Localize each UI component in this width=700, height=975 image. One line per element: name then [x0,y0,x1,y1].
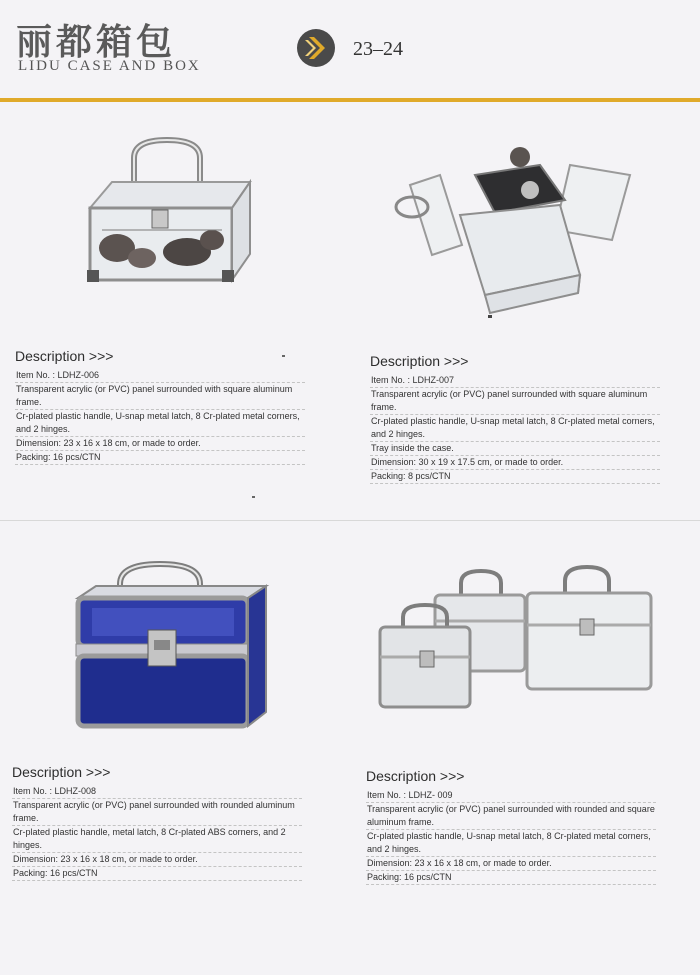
description-line: Transparent acrylic (or PVC) panel surrounded with square aluminum frame. [370,388,660,415]
description-line: Transparent acrylic (or PVC) panel surrounded with rounded and square aluminum frame. [366,803,656,830]
chevron-right-icon [296,28,336,68]
description-heading: Description >>> [15,348,114,364]
description-heading: Description >>> [366,768,465,784]
description-block-ldhz-009 [366,770,656,885]
product-photo-ldhz-006 [72,130,262,290]
product-photo-ldhz-008 [70,560,275,735]
description-line: Transparent acrylic (or PVC) panel surrounded with rounded aluminum frame. [12,799,302,826]
brand-name-chinese: 丽都箱包 [16,22,177,63]
dimension-line: Dimension: 23 x 16 x 18 cm, or made to order. [12,853,302,867]
description-line: Cr-plated plastic handle, metal latch, 8 Cr-plated ABS corners, and 2 hinges. [12,826,302,853]
page-header [0,0,700,105]
description-heading: Description >>> [370,353,469,369]
description-block-ldhz-008 [12,766,302,881]
description-block-ldhz-006 [15,350,305,465]
item-number: Item No. : LDHZ-007 [370,374,660,388]
page-number: 23–24 [353,38,403,60]
item-number: Item No. : LDHZ-008 [12,785,302,799]
description-line: Tray inside the case. [370,442,660,456]
print-speck [282,355,285,357]
packing-line: Packing: 8 pcs/CTN [370,470,660,484]
description-block-ldhz-007 [370,355,660,484]
packing-line: Packing: 16 pcs/CTN [366,871,656,885]
dimension-line: Dimension: 23 x 16 x 18 cm, or made to order. [15,437,305,451]
header-rule [0,98,700,102]
description-heading: Description >>> [12,764,111,780]
item-number: Item No. : LDHZ- 009 [366,789,656,803]
brand-name-english: LIDU CASE AND BOX [18,58,201,74]
packing-line: Packing: 16 pcs/CTN [12,867,302,881]
product-photo-ldhz-007 [380,145,640,330]
description-line: Cr-plated plastic handle, U-snap metal latch, 8 Cr-plated metal corners, and 2 hinges. [366,830,656,857]
item-number: Item No. : LDHZ-006 [15,369,305,383]
description-line: Transparent acrylic (or PVC) panel surrounded with square aluminum frame. [15,383,305,410]
packing-line: Packing: 16 pcs/CTN [15,451,305,465]
description-line: Cr-plated plastic handle, U-snap metal latch, 8 Cr-plated metal corners, and 2 hinges. [370,415,660,442]
dimension-line: Dimension: 23 x 16 x 18 cm, or made to order. [366,857,656,871]
print-speck [252,496,255,498]
section-divider [0,520,700,521]
description-line: Cr-plated plastic handle, U-snap metal latch, 8 Cr-plated metal corners, and 2 hinges. [15,410,305,437]
dimension-line: Dimension: 30 x 19 x 17.5 cm, or made to order. [370,456,660,470]
product-photo-ldhz-009 [375,565,660,715]
